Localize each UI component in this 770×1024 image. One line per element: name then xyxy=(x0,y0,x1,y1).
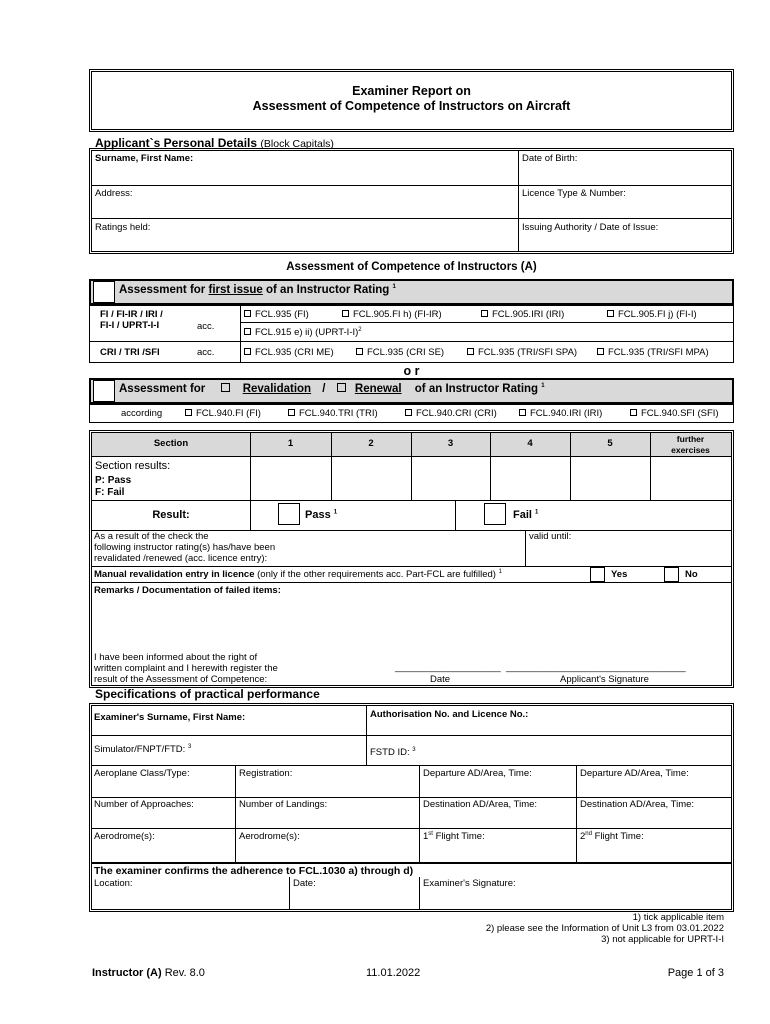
ratings-field[interactable]: Ratings held: xyxy=(95,222,151,233)
opt-r-tri[interactable]: FCL.940.TRI (TRI) xyxy=(288,408,378,419)
confirm-date-field[interactable]: Date: xyxy=(293,878,316,889)
signature-caption: Applicant's Signature xyxy=(560,674,649,685)
examiner-signature-field[interactable]: Examiner's Signature: xyxy=(423,878,516,889)
opt-tri-spa[interactable]: FCL.935 (TRI/SFI SPA) xyxy=(467,347,577,358)
valid-until-field[interactable]: valid until: xyxy=(529,531,572,542)
note-3: 3) not applicable for UPRT-I-I xyxy=(601,934,724,945)
opt-fcl915-checkbox[interactable] xyxy=(244,328,251,335)
first-issue-label: Assessment for first issue of an Instructor Rating $^1$ xyxy=(119,284,396,296)
registration-field[interactable]: Registration: xyxy=(239,768,293,779)
first-flight-time-field[interactable]: 1st Flight Time: xyxy=(423,831,485,843)
second-flight-time-field[interactable]: 2nd Flight Time: xyxy=(580,831,644,843)
opt-fcl905fih[interactable]: FCL.905.FI h) (FI-IR) xyxy=(342,309,442,320)
opt-r-sfi[interactable]: FCL.940.SFI (SFI) xyxy=(630,408,719,419)
opt-fcl935fi[interactable]: FCL.935 (FI) xyxy=(244,309,309,320)
opt-cri-se[interactable]: FCL.935 (CRI SE) xyxy=(356,347,444,358)
cri-acc: acc. xyxy=(197,347,215,358)
section-label: Section xyxy=(153,438,189,449)
footer-date: 11.01.2022 xyxy=(366,967,421,979)
location-field[interactable]: Location: xyxy=(94,878,133,889)
revalidation-checkbox[interactable] xyxy=(93,380,115,402)
informed-2: written complaint and I herewith register the xyxy=(94,663,278,674)
departure-1-field[interactable]: Departure AD/Area, Time: xyxy=(423,768,532,779)
section-col-2: 2 xyxy=(368,438,374,449)
as-result-3: revalidated /renewed (acc. licence entry): xyxy=(94,553,268,564)
approaches-field[interactable]: Number of Approaches: xyxy=(94,799,194,810)
opt-r-iri[interactable]: FCL.940.IRI (IRI) xyxy=(519,408,602,419)
further-exercises-2: exercises xyxy=(671,445,710,455)
opt-fcl915[interactable]: FCL.915 e) ii) (UPRT-I-I)$^2$ xyxy=(244,327,362,338)
opt-fcl905fij[interactable]: FCL.905.FI j) (FI-I) xyxy=(607,309,697,320)
fail-checkbox[interactable] xyxy=(484,503,506,525)
remarks-area[interactable] xyxy=(92,598,731,648)
licence-field[interactable]: Licence Type & Number: xyxy=(522,188,626,199)
opt-tri-mpa[interactable]: FCL.935 (TRI/SFI MPA) xyxy=(597,347,709,358)
signature-line[interactable]: __________________________________ xyxy=(506,662,686,673)
opt-r-sfi-checkbox[interactable] xyxy=(630,409,637,416)
opt-cri-me[interactable]: FCL.935 (CRI ME) xyxy=(244,347,334,358)
informed-1: I have been informed about the right of xyxy=(94,652,258,663)
or-separator: o r xyxy=(403,364,420,378)
footer-page: Page 1 of 3 xyxy=(667,967,724,979)
according-label: according xyxy=(121,408,163,419)
no-checkbox[interactable] xyxy=(664,567,679,582)
fi-label-1: FI / FI-IR / IRI / xyxy=(100,309,163,320)
fail-key: F: Fail xyxy=(95,487,125,498)
opt-r-cri[interactable]: FCL.940.CRI (CRI) xyxy=(405,408,497,419)
fi-label-2: FI-I / UPRT-I-I xyxy=(100,320,160,331)
title-line-2: Assessment of Competence of Instructors on Aircraft xyxy=(252,99,571,113)
further-exercises-result[interactable] xyxy=(651,457,730,499)
pass-key: P: Pass xyxy=(95,475,132,486)
fstd-field[interactable]: FSTD ID: $^3$ xyxy=(370,747,416,759)
manual-revalidation-label: Manual revalidation entry in licence (only if the other requirements acc. Part-FCL are fulfilled) $^1$ xyxy=(94,569,502,581)
first-issue-checkbox[interactable] xyxy=(93,281,115,303)
no-label: No xyxy=(685,569,698,580)
note-2: 2) please see the Information of Unit L3 from 03.01.2022 xyxy=(485,923,724,934)
opt-r-tri-checkbox[interactable] xyxy=(288,409,295,416)
examiner-name-field[interactable]: Examiner's Surname, First Name: xyxy=(94,712,246,723)
result-label: Result: xyxy=(152,509,190,521)
aerodrome-1-field[interactable]: Aerodrome(s): xyxy=(94,831,155,842)
further-exercises-1: further xyxy=(676,434,705,444)
opt-r-cri-checkbox[interactable] xyxy=(405,409,412,416)
section-4-result[interactable] xyxy=(491,457,569,499)
revalidation-option-checkbox[interactable] xyxy=(221,383,230,392)
practical-heading: Specifications of practical performance xyxy=(95,687,320,701)
title-line-1: Examiner Report on xyxy=(352,84,471,98)
section-1-result[interactable] xyxy=(251,457,330,499)
remarks-label: Remarks / Documentation of failed items: xyxy=(94,585,281,596)
renewal-option-checkbox[interactable] xyxy=(337,383,346,392)
section-3-result[interactable] xyxy=(412,457,489,499)
section-col-5: 5 xyxy=(607,438,613,449)
as-result-1: As a result of the check the xyxy=(94,531,209,542)
opt-fcl905iri-checkbox[interactable] xyxy=(481,310,488,317)
section-2-result[interactable] xyxy=(332,457,410,499)
opt-r-fi[interactable]: FCL.940.FI (FI) xyxy=(185,408,261,419)
fail-label: Fail $^1$ xyxy=(513,509,539,521)
landings-field[interactable]: Number of Landings: xyxy=(239,799,328,810)
fi-acc: acc. xyxy=(197,321,215,332)
opt-r-iri-checkbox[interactable] xyxy=(519,409,526,416)
departure-2-field[interactable]: Departure AD/Area, Time: xyxy=(580,768,689,779)
destination-1-field[interactable]: Destination AD/Area, Time: xyxy=(423,799,538,810)
opt-fcl905iri[interactable]: FCL.905.IRI (IRI) xyxy=(481,309,564,320)
as-result-2: following instructor rating(s) has/have been xyxy=(94,542,276,553)
cri-label: CRI / TRI /SFI xyxy=(100,347,160,358)
note-1: 1) tick applicable item xyxy=(632,912,724,923)
assessment-heading: Assessment of Competence of Instructors (A) xyxy=(286,261,537,273)
date-line[interactable]: ____________________ xyxy=(395,662,501,673)
pass-checkbox[interactable] xyxy=(278,503,300,525)
aeroplane-field[interactable]: Aeroplane Class/Type: xyxy=(94,768,190,779)
personal-heading: Applicant`s Personal Details (Block Capitals) xyxy=(95,136,334,150)
confirms-label: The examiner confirms the adherence to FCL.1030 a) through d) xyxy=(94,865,414,877)
simulator-field[interactable]: Simulator/FNPT/FTD: $^3$ xyxy=(94,744,192,756)
footer-doc: Instructor (A) Rev. 8.0 xyxy=(92,967,205,979)
yes-checkbox[interactable] xyxy=(590,567,605,582)
pass-label: Pass $^1$ xyxy=(305,509,338,521)
section-results-label: Section results: xyxy=(95,460,171,472)
revalidation-label: Assessment for Revalidation / Renewal of an Instructor Rating $^1$ xyxy=(119,383,545,395)
section-5-result[interactable] xyxy=(571,457,649,499)
opt-fcl935fi-checkbox[interactable] xyxy=(244,310,251,317)
opt-fcl905fij-checkbox[interactable] xyxy=(607,310,614,317)
issuing-field[interactable]: Issuing Authority / Date of Issue: xyxy=(522,222,659,233)
opt-tri-mpa-checkbox[interactable] xyxy=(597,348,604,355)
opt-cri-me-checkbox[interactable] xyxy=(244,348,251,355)
opt-r-fi-checkbox[interactable] xyxy=(185,409,192,416)
aerodrome-2-field[interactable]: Aerodrome(s): xyxy=(239,831,300,842)
authorisation-field[interactable]: Authorisation No. and Licence No.: xyxy=(370,709,529,720)
section-col-1: 1 xyxy=(287,438,294,449)
date-caption: Date xyxy=(430,674,451,685)
informed-3: result of the Assessment of Competence: xyxy=(94,674,268,685)
yes-label: Yes xyxy=(611,569,628,580)
destination-2-field[interactable]: Destination AD/Area, Time: xyxy=(580,799,695,810)
section-col-3: 3 xyxy=(447,438,454,449)
section-col-4: 4 xyxy=(527,438,533,449)
opt-fcl905fih-checkbox[interactable] xyxy=(342,310,349,317)
dob-field[interactable]: Date of Birth: xyxy=(522,153,578,164)
opt-tri-spa-checkbox[interactable] xyxy=(467,348,474,355)
surname-field[interactable]: Surname, First Name: xyxy=(95,153,194,164)
address-field[interactable]: Address: xyxy=(95,188,133,199)
opt-cri-se-checkbox[interactable] xyxy=(356,348,363,355)
